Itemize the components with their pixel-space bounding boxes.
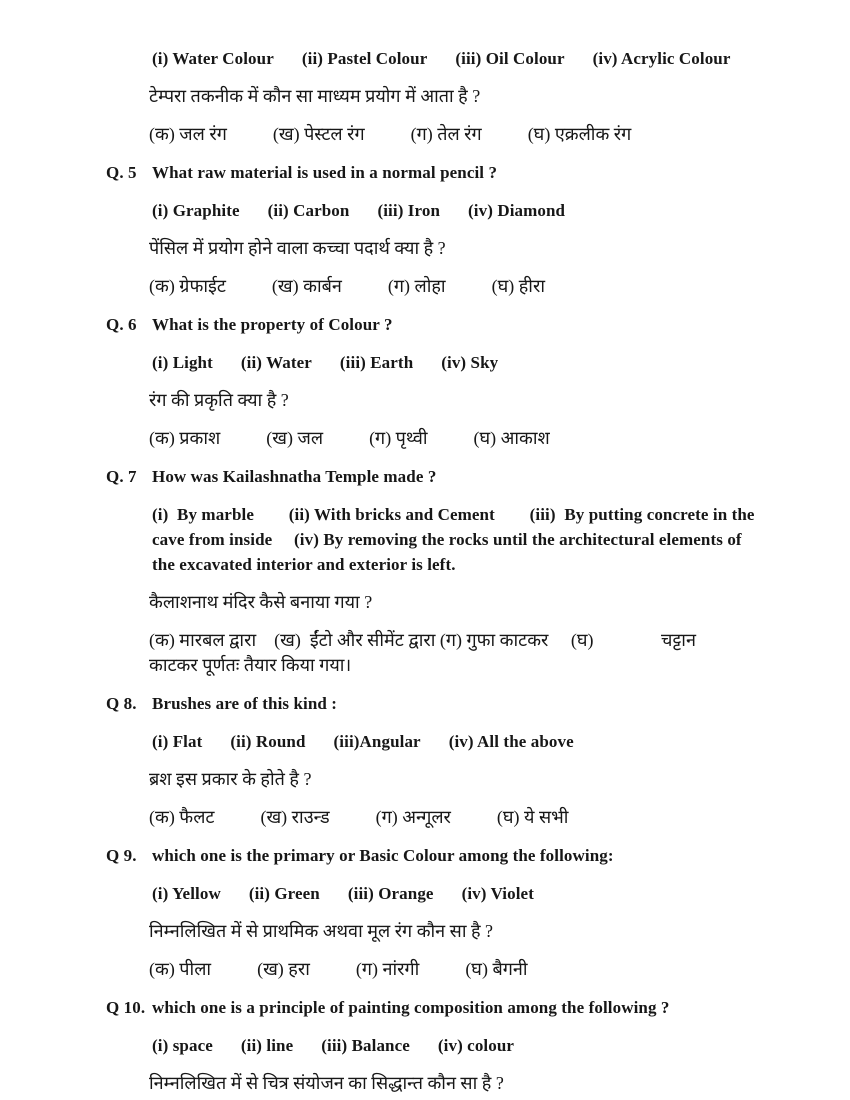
option-item: (iv) Violet — [461, 884, 534, 903]
question-5-options-en — [106, 198, 766, 223]
option-item: (ii) Green — [248, 884, 320, 903]
question-5-header — [106, 160, 766, 185]
option-item: (i) Graphite — [152, 201, 240, 220]
option-item: (i) Yellow — [152, 884, 221, 903]
question-8-options-en — [106, 729, 766, 754]
question-8-header — [106, 691, 766, 716]
option-item: (iii) Orange — [347, 884, 434, 903]
option-item: (घ) हीरा — [491, 276, 545, 296]
option-item: (iii) Iron — [377, 201, 441, 220]
option-item: (i) Water Colour — [152, 49, 274, 68]
question-9-options-hi — [106, 957, 766, 982]
option-item: (क) फैलट — [149, 807, 215, 827]
option-item: (ii) Round — [230, 732, 306, 751]
option-item: (घ) बैगनी — [465, 959, 528, 979]
option-item: (ग) लोहा — [387, 276, 446, 296]
option-paragraph-line: cave from inside (iv) By removing the rocks until the architectural elements of — [152, 530, 742, 549]
question-text-en: Brushes are of this kind : — [152, 694, 338, 713]
question-5-options-hi — [106, 274, 766, 299]
option-paragraph-line: the excavated interior and exterior is left. — [152, 555, 456, 574]
question-9-text-hi: निम्नलिखित में से प्राथमिक अथवा मूल रंग कौन सा है ? — [149, 921, 494, 941]
option-item: (ख) पेस्टल रंग — [272, 124, 365, 144]
option-item: (घ) आकाश — [473, 428, 550, 448]
question-text-en: which one is the primary or Basic Colour among the following: — [152, 846, 614, 865]
question-label: Q. 7 — [106, 467, 137, 486]
option-item: (क) पीला — [149, 959, 212, 979]
question-8-options-hi — [106, 805, 766, 830]
option-item: (ग) नांरगी — [355, 959, 420, 979]
question-label: Q 9. — [106, 846, 137, 865]
option-item: (घ) ये सभी — [496, 807, 569, 827]
option-paragraph-line: (क) मारबल द्वारा (ख) ईंटो और सीमेंट द्वारा (ग) गुफा काटकर (घ) चट्टान — [149, 630, 696, 650]
question-7-header — [106, 464, 766, 489]
option-item: (क) जल रंग — [149, 124, 227, 144]
question-10-text-hi: निम्नलिखित में से चित्र संयोजन का सिद्धान्त कौन सा है ? — [149, 1073, 504, 1093]
option-item: (ख) कार्बन — [271, 276, 342, 296]
question-6-text-hi: रंग की प्रकृति क्या है ? — [149, 390, 289, 410]
lead-question-hi: टेम्परा तकनीक में कौन सा माध्यम प्रयोग में आता है ? — [149, 86, 481, 106]
option-item: (iii) Balance — [321, 1036, 410, 1055]
question-7-text-hi: कैलाशनाथ मंदिर कैसे बनाया गया ? — [149, 592, 373, 612]
question-text-en: How was Kailashnatha Temple made ? — [152, 467, 437, 486]
question-8-text-hi: ब्रश इस प्रकार के होते है ? — [149, 769, 312, 789]
option-item: (ख) राउन्ड — [260, 807, 330, 827]
question-10-header — [106, 995, 766, 1020]
lead-options-row-hi — [106, 122, 766, 147]
question-text-en: What raw material is used in a normal pencil ? — [152, 163, 498, 182]
question-10-options-en — [106, 1033, 766, 1058]
option-item: (ग) अन्गूलर — [375, 807, 451, 827]
option-item: (ii) Water — [240, 353, 312, 372]
question-9-header — [106, 843, 766, 868]
question-text-en: which one is a principle of painting composition among the following ? — [152, 998, 670, 1017]
option-item: (iv) All the above — [448, 732, 574, 751]
option-item: (i) space — [152, 1036, 213, 1055]
option-item: (iii) Earth — [339, 353, 414, 372]
option-item: (घ) एक्रलीक रंग — [527, 124, 632, 144]
question-6-options-en — [106, 350, 766, 375]
question-label: Q 8. — [106, 694, 137, 713]
question-6-options-hi — [106, 426, 766, 451]
option-item: (i) Flat — [152, 732, 203, 751]
option-item: (क) ग्रेफाईट — [149, 276, 226, 296]
question-7-options-hi — [106, 628, 766, 678]
option-paragraph-line: काटकर पूर्णतः तैयार किया गया। — [149, 655, 352, 675]
option-item: (iv) Diamond — [468, 201, 566, 220]
question-text-en: What is the property of Colour ? — [152, 315, 393, 334]
option-item: (ग) तेल रंग — [410, 124, 482, 144]
option-item: (iv) Acrylic Colour — [592, 49, 731, 68]
question-label: Q 10. — [106, 998, 146, 1017]
option-item: (ii) line — [240, 1036, 294, 1055]
question-label: Q. 5 — [106, 163, 137, 182]
question-label: Q. 6 — [106, 315, 137, 334]
option-item: (i) Light — [152, 353, 213, 372]
option-item: (ग) पृथ्वी — [369, 428, 428, 448]
option-item: (क) प्रकाश — [149, 428, 221, 448]
option-item: (iii) Oil Colour — [455, 49, 565, 68]
lead-options-row-en — [106, 46, 766, 71]
option-item: (iv) Sky — [441, 353, 499, 372]
option-item: (iv) colour — [437, 1036, 515, 1055]
option-item: (ख) हरा — [257, 959, 310, 979]
question-5-text-hi: पेंसिल में प्रयोग होने वाला कच्चा पदार्थ क्या है ? — [149, 238, 446, 258]
option-item: (ii) Pastel Colour — [301, 49, 428, 68]
option-item: (ख) जल — [266, 428, 324, 448]
question-9-options-en — [106, 881, 766, 906]
question-6-header — [106, 312, 766, 337]
option-item: (iii)Angular — [333, 732, 421, 751]
question-7-options-en — [106, 502, 766, 577]
option-paragraph-line: (i) By marble (ii) With bricks and Cement (iii) By putting concrete in the — [152, 505, 755, 524]
option-item: (ii) Carbon — [267, 201, 350, 220]
